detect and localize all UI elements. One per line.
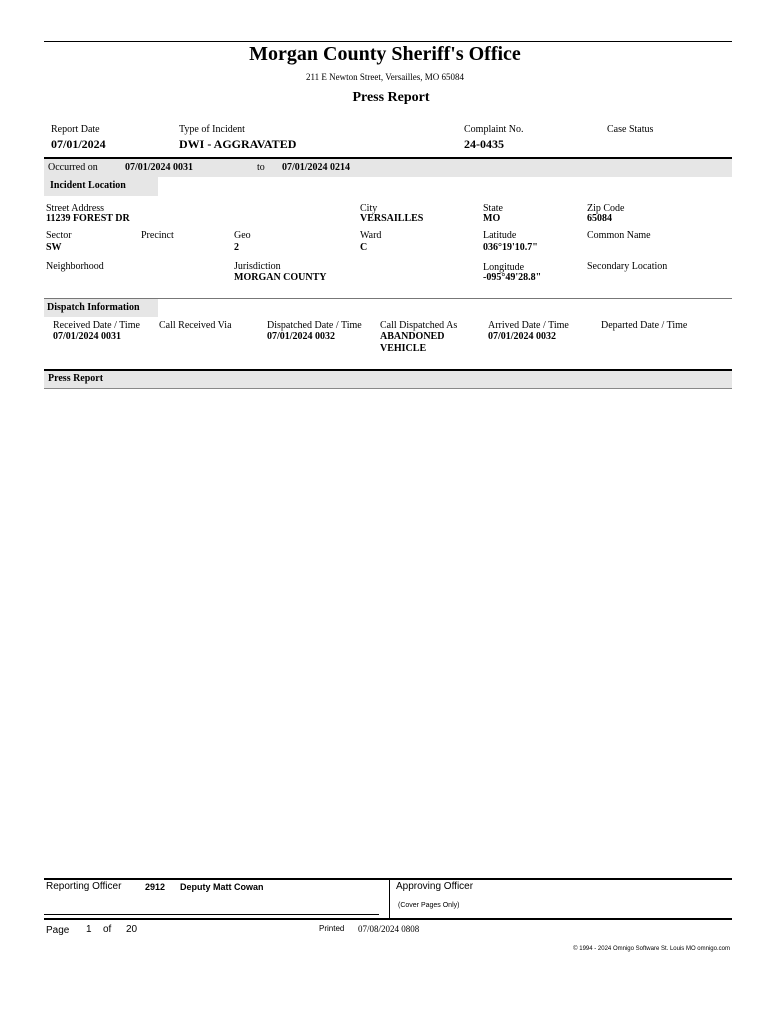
complaint-value: 24-0435: [464, 137, 504, 151]
incident-type-label: Type of Incident: [179, 124, 245, 135]
footer-rule-top: [44, 878, 732, 880]
arrived-value: 07/01/2024 0032: [488, 331, 557, 342]
footer-rule-left: [44, 914, 379, 915]
office-address: 211 E Newton Street, Versailles, MO 65084: [306, 72, 464, 82]
occurred-from: 07/01/2024 0031: [125, 162, 194, 173]
complaint-label: Complaint No.: [464, 124, 524, 135]
reporting-officer-label: Reporting Officer: [46, 881, 122, 892]
state-label: State: [483, 203, 503, 214]
press-report-rule-bottom: [44, 388, 732, 389]
cover-pages-note: (Cover Pages Only): [398, 902, 460, 909]
press-report-rule-top: [44, 369, 732, 371]
incident-location-heading: Incident Location: [50, 180, 126, 191]
page-number: 1: [86, 924, 92, 935]
press-report-heading: Press Report: [48, 373, 104, 384]
geo-label: Geo: [234, 230, 251, 241]
secondary-location-label: Secondary Location: [587, 261, 668, 272]
street-label: Street Address: [46, 203, 105, 214]
city-label: City: [360, 203, 378, 214]
dispatch-heading: Dispatch Information: [47, 302, 140, 313]
occurred-label: Occurred on: [48, 162, 98, 173]
received-value: 07/01/2024 0031: [53, 331, 122, 342]
received-label: Received Date / Time: [53, 320, 140, 331]
jurisdiction-value: MORGAN COUNTY: [234, 272, 327, 283]
page-total: 20: [126, 924, 138, 935]
dispatched-as-line2: VEHICLE: [380, 343, 427, 354]
case-status-label: Case Status: [607, 124, 654, 135]
jurisdiction-label: Jurisdiction: [234, 261, 281, 272]
sector-label: Sector: [46, 230, 72, 241]
report-title: Press Report: [352, 90, 430, 105]
dispatched-as-line1: ABANDONED: [380, 331, 445, 342]
office-title: Morgan County Sheriff's Office: [249, 43, 521, 65]
precinct-label: Precinct: [141, 230, 174, 241]
printed-label: Printed: [319, 924, 345, 933]
page-of-label: of: [103, 924, 112, 935]
officer-id: 2912: [145, 882, 166, 892]
incident-type-value: DWI - AGGRAVATED: [179, 137, 297, 151]
sector-value: SW: [46, 242, 62, 253]
occurred-rule-top: [44, 157, 732, 159]
latitude-value: 036°19'10.7": [483, 242, 538, 253]
ward-value: C: [360, 242, 368, 253]
state-value: MO: [483, 213, 501, 224]
geo-value: 2: [234, 242, 239, 253]
departed-label: Departed Date / Time: [601, 320, 688, 331]
approving-officer-label: Approving Officer: [396, 881, 474, 892]
report-date-value: 07/01/2024: [51, 137, 106, 151]
longitude-label: Longitude: [483, 262, 525, 273]
common-name-label: Common Name: [587, 230, 651, 241]
top-rule: [44, 41, 732, 42]
occurred-to-label: to: [257, 162, 265, 173]
street-value: 11239 FOREST DR: [46, 213, 130, 224]
zip-value: 65084: [587, 213, 612, 224]
printed-value: 07/08/2024 0808: [358, 924, 420, 934]
officer-name: Deputy Matt Cowan: [180, 882, 264, 892]
received-via-label: Call Received Via: [159, 320, 232, 331]
city-value: VERSAILLES: [360, 213, 424, 224]
dispatched-as-label: Call Dispatched As: [380, 320, 458, 331]
arrived-label: Arrived Date / Time: [488, 320, 569, 331]
zip-label: Zip Code: [587, 203, 625, 214]
page-label: Page: [46, 925, 70, 936]
report-date-label: Report Date: [51, 124, 100, 135]
footer-divider: [389, 880, 390, 918]
longitude-value: -095°49'28.8": [483, 272, 542, 283]
ward-label: Ward: [360, 230, 382, 241]
dispatched-label: Dispatched Date / Time: [267, 320, 362, 331]
footer-rule-mid: [44, 918, 732, 920]
neighborhood-label: Neighborhood: [46, 261, 104, 272]
occurred-to: 07/01/2024 0214: [282, 162, 351, 173]
press-report-band: [44, 370, 732, 389]
copyright: © 1994 - 2024 Omnigo Software St. Louis MO omnigo.com: [573, 946, 730, 952]
dispatched-value: 07/01/2024 0032: [267, 331, 336, 342]
latitude-label: Latitude: [483, 230, 517, 241]
